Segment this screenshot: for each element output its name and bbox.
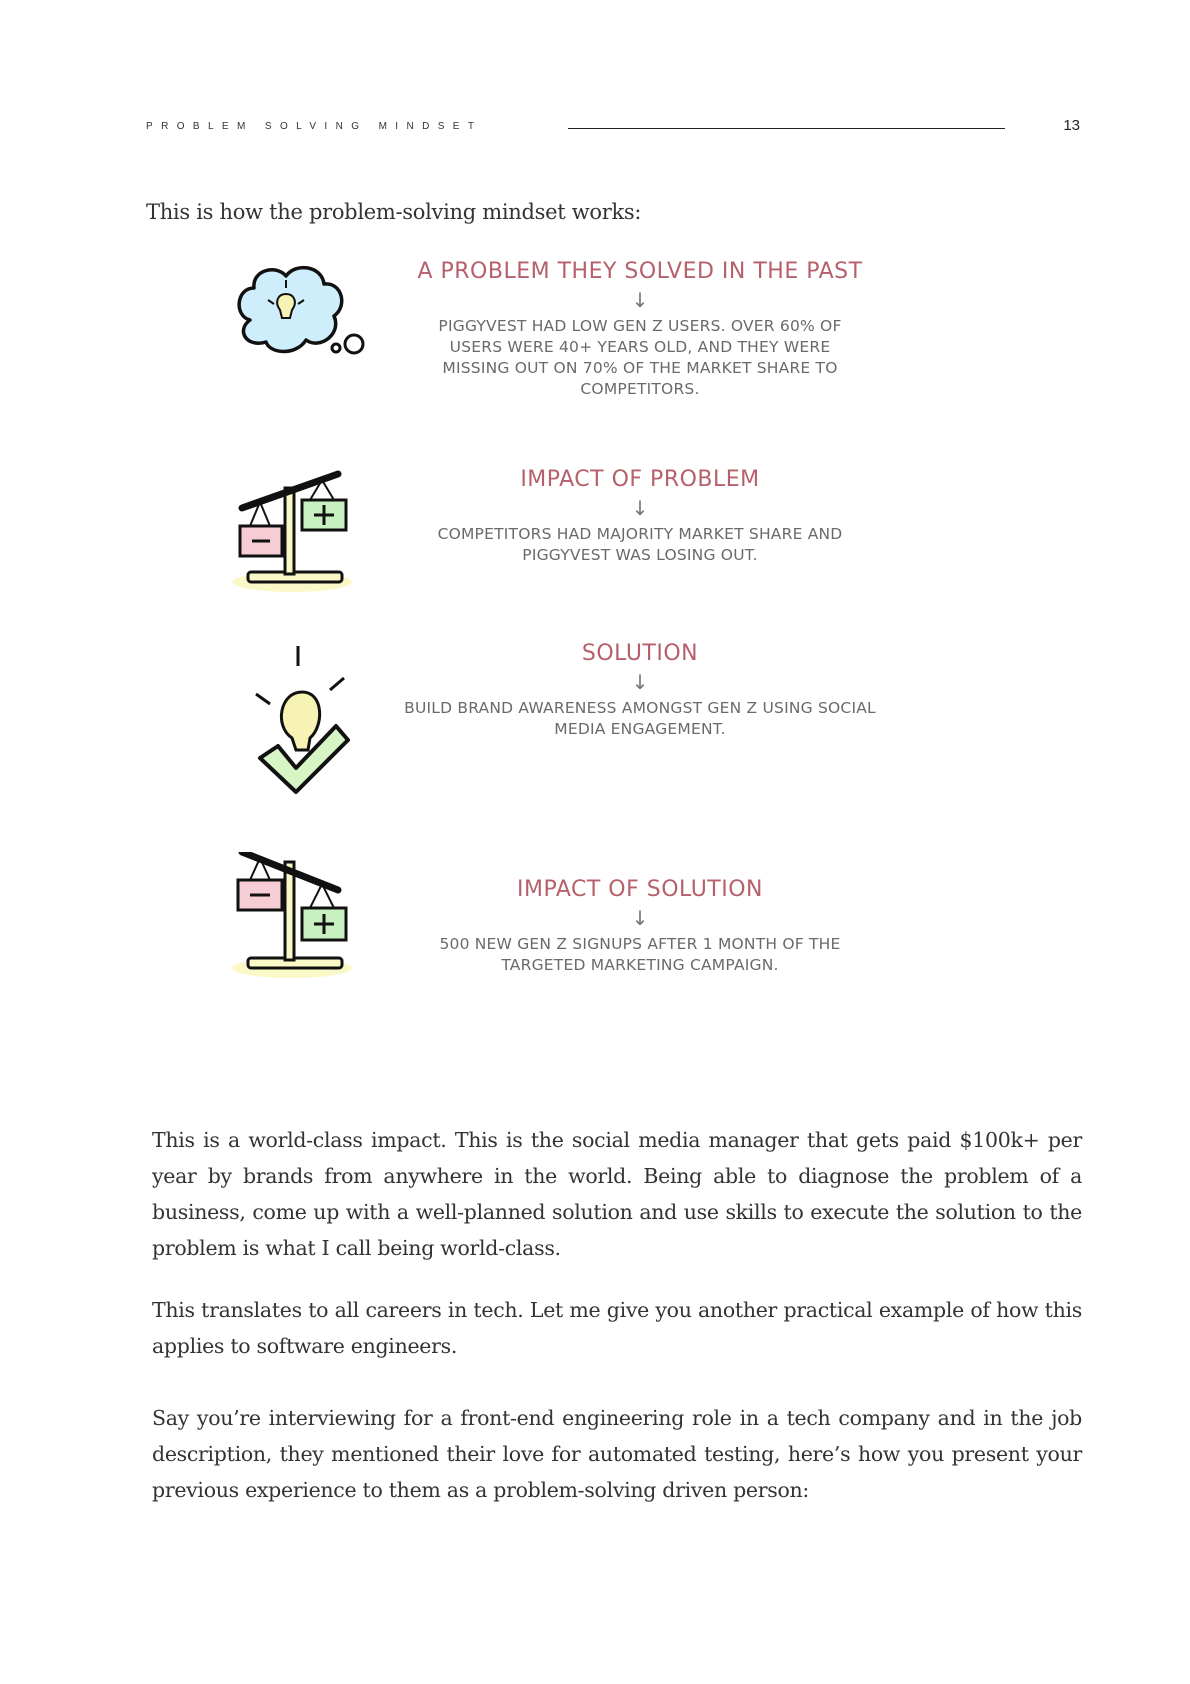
step-solution-text [385, 640, 895, 740]
intro-text: This is how the problem-solving mindset works: [146, 200, 642, 224]
step-impact-of-solution-arrow: ↓ [631, 906, 649, 930]
page-number: 13 [1063, 117, 1080, 134]
balance-scale-icon [230, 852, 360, 982]
step-impact-of-solution-description: 500 NEW GEN Z SIGNUPS AFTER 1 MONTH OF THE TARGETED MARKETING CAMPAIGN. [439, 935, 841, 974]
step-impact-of-problem-description: COMPETITORS HAD MAJORITY MARKET SHARE AND PIGGYVEST WAS LOSING OUT. [437, 525, 843, 564]
step-impact-of-solution-title: IMPACT OF SOLUTION [517, 877, 763, 902]
lightbulb-checkmark-icon [230, 646, 360, 806]
page-header [146, 117, 1080, 137]
step-solution-description: BUILD BRAND AWARENESS AMONGST GEN Z USING SOCIAL MEDIA ENGAGEMENT. [404, 699, 876, 738]
step-impact-of-solution-text [385, 876, 895, 976]
running-title: PROBLEM SOLVING MINDSET [146, 121, 483, 132]
step-impact-of-problem-arrow: ↓ [631, 496, 649, 520]
thought-bubble-lightbulb-icon [230, 258, 370, 368]
step-impact-of-problem-title: IMPACT OF PROBLEM [520, 467, 760, 492]
step-impact-of-problem-text [385, 466, 895, 566]
step-problem-arrow: ↓ [631, 288, 649, 312]
step-problem-text [385, 258, 895, 400]
paragraph-2: This translates to all careers in tech. Let me give you another practical example of how this applies to software engineers. [152, 1298, 1082, 1358]
header-rule [568, 128, 1005, 129]
step-solution-arrow: ↓ [631, 670, 649, 694]
paragraph-1: This is a world-class impact. This is the social media manager that gets paid $100k+ per year by brands from anywhere in the world. Being able to diagnose the problem of a business, come up with a well-planned solution and use skills to execute the solution to the problem is what I call being world-class. [152, 1128, 1082, 1260]
paragraph-3: Say you’re interviewing for a front-end engineering role in a tech company and in the job description, they mentioned their love for automated testing, here’s how you present your previous experience to them as a problem-solving driven person: [152, 1406, 1082, 1502]
step-solution-title: SOLUTION [581, 641, 699, 666]
balance-scale-icon [230, 466, 360, 596]
step-problem-description: PIGGYVEST HAD LOW GEN Z USERS. OVER 60% OF USERS WERE 40+ YEARS OLD, AND THEY WERE MISSING OUT ON 70% OF THE MARKET SHARE TO COMPETITORS. [438, 317, 842, 398]
step-problem-title: A PROBLEM THEY SOLVED IN THE PAST [417, 259, 863, 284]
